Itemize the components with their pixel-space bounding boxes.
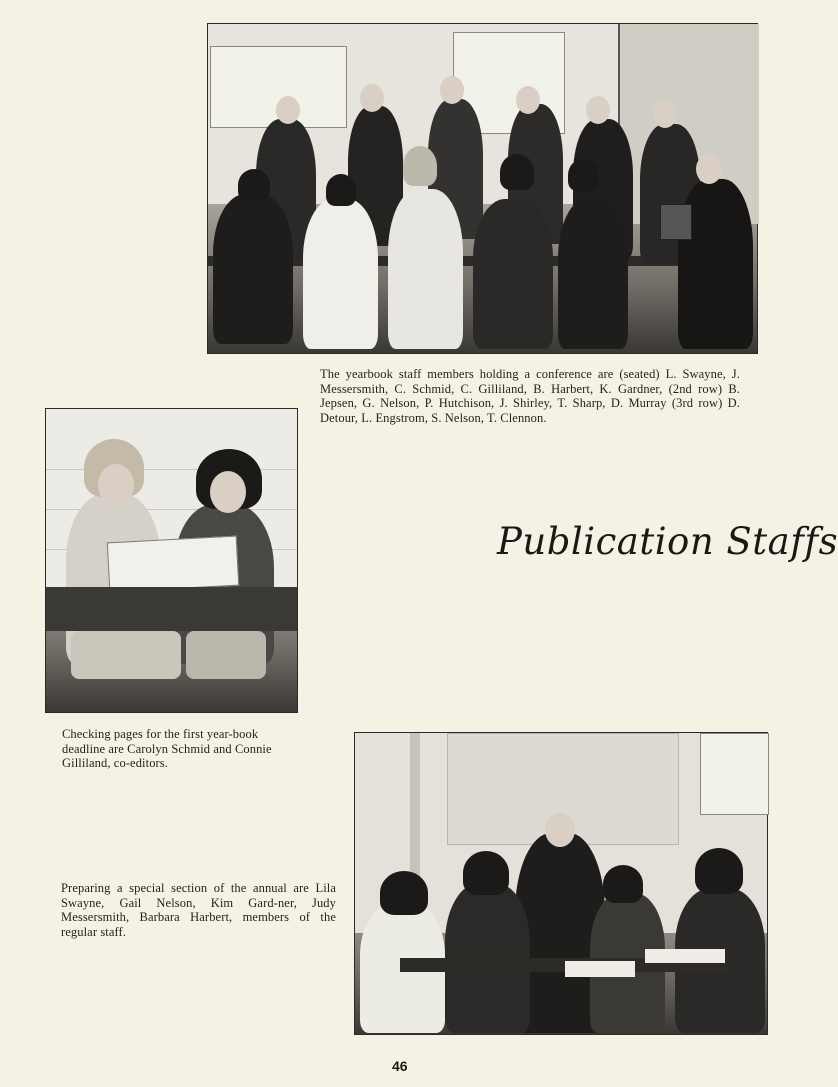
co-editors-photo	[45, 408, 298, 713]
co-editors-caption: Checking pages for the first year-book deadline are Carolyn Schmid and Connie Gilliland, co-editors.	[62, 727, 272, 770]
regular-staff-caption: Preparing a special section of the annual are Lila Swayne, Gail Nelson, Kim Gard-ner, Judy Messersmith, Barbara Harbert, members of the regular staff.	[61, 881, 336, 939]
conference-photo	[207, 23, 758, 354]
section-title: Publication Staffs	[497, 520, 838, 563]
conference-caption: The yearbook staff members holding a conference are (seated) L. Swayne, J. Messersmith, C. Schmid, C. Gilliland, B. Harbert, K. Gardner, (2nd row) B. Jepsen, G. Nelson, P. Hutchison, J. Shirley, T. Sharp, D. Murray (3rd row) D. Detour, L. Engstrom, S. Nelson, T. Clennon.	[320, 367, 740, 425]
wall-poster	[700, 733, 769, 815]
regular-staff-photo	[354, 732, 768, 1035]
camera	[660, 204, 692, 240]
page-number: 46	[392, 1058, 408, 1074]
yearbook-pages	[107, 536, 239, 593]
